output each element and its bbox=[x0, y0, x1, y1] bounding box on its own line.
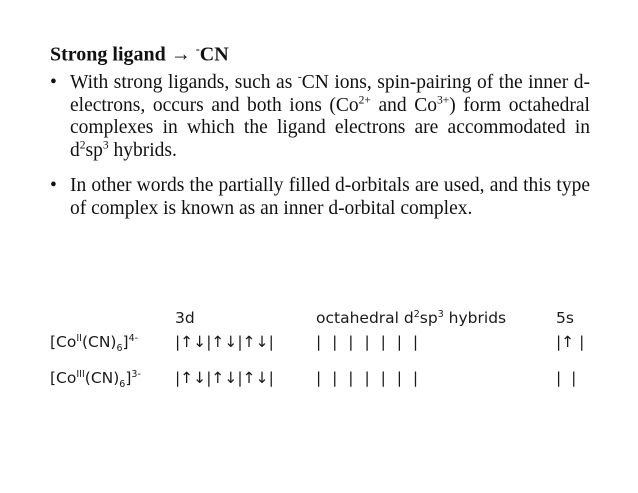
header-5s: 5s bbox=[556, 309, 574, 327]
orbitals-hybrid: | | | | | | | bbox=[316, 369, 419, 387]
header-3d: 3d bbox=[175, 309, 195, 327]
complex-label: $[Co^{III}(CN)_6]^{3-}$ bbox=[50, 368, 141, 391]
orbital-5s: | | bbox=[556, 369, 577, 387]
bullet-text: In other words the partially filled d-orbitals are used, and this type of complex is known as an inner d-orbital complex. bbox=[70, 175, 590, 219]
bullet-text: With strong ligands, such as -CN ions, spin-pairing of the inner d-electrons, occurs and both ions ($Co^{2+}$ and $Co^{3+}$) form octahedral complexes in which the ligand electrons are accommodated in $d^2sp^3$ hybrids. bbox=[70, 71, 590, 161]
orbitals-hybrid: | | | | | | | bbox=[316, 333, 419, 351]
header-hybrids: octahedral $d^2sp^3$ hybrids bbox=[316, 308, 507, 327]
complex-label: $[Co^{II}(CN)_6]^{4-}$ bbox=[50, 332, 139, 355]
orbitals-3d: |↑↓|↑↓|↑↓| bbox=[175, 333, 274, 351]
orbitals-3d: |↑↓|↑↓|↑↓| bbox=[175, 369, 274, 387]
bullet-marker: • bbox=[50, 175, 57, 196]
bullet-marker: • bbox=[50, 72, 57, 93]
slide-heading: Strong ligand → -CN bbox=[50, 42, 229, 66]
orbital-5s: |↑ | bbox=[556, 333, 585, 351]
